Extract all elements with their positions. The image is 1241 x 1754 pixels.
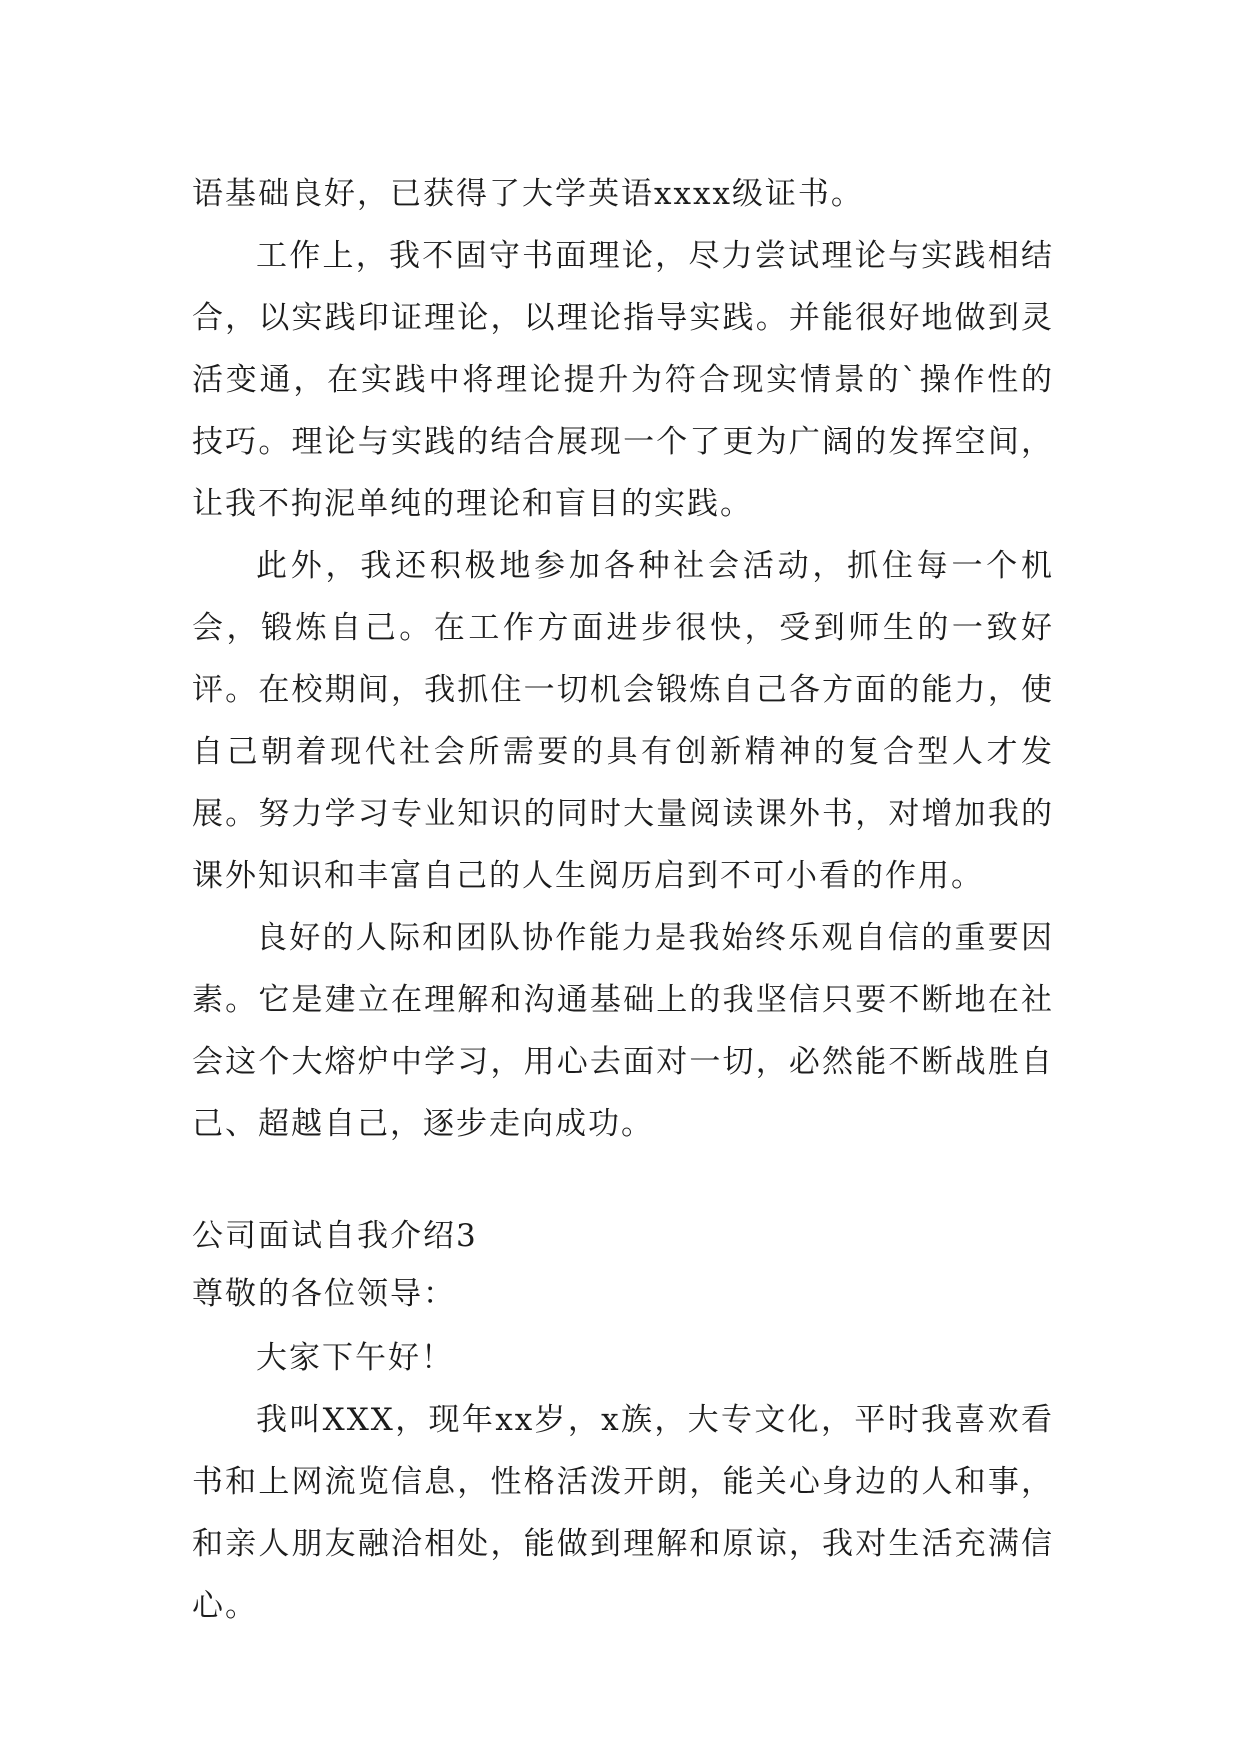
paragraph-theory-practice: 工作上，我不固守书面理论，尽力尝试理论与实践相结合，以实践印证理论，以理论指导实践。并能很好地做到灵活变通，在实践中将理论提升为符合现实情景的`操作性的技巧。理论与实践的结合展现一个了更为广阔的发挥空间，让我不拘泥单纯的理论和盲目的实践。 <box>192 238 1054 522</box>
section-heading: 公司面试自我介绍3 <box>192 1218 478 1254</box>
document-body <box>192 163 1054 1637</box>
paragraph-self-introduction: 我叫XXX，现年xx岁，x族，大专文化，平时我喜欢看书和上网流览信息，性格活泼开朗，能关心身边的人和事，和亲人朋友融洽相处，能做到理解和原谅，我对生活充满信心。 <box>192 1402 1054 1624</box>
salutation-line: 尊敬的各位领导： <box>192 1276 456 1312</box>
paragraph-social-activities: 此外，我还积极地参加各种社会活动，抓住每一个机会，锻炼自己。在工作方面进步很快，受到师生的一致好评。在校期间，我抓住一切机会锻炼自己各方面的能力，使自己朝着现代社会所需要的具有创新精神的复合型人才发展。努力学习专业知识的同时大量阅读课外书，对增加我的课外知识和丰富自己的人生阅历启到不可小看的作用。 <box>192 548 1054 894</box>
paragraph-teamwork: 良好的人际和团队协作能力是我始终乐观自信的重要因素。它是建立在理解和沟通基础上的我坚信只要不断地在社会这个大熔炉中学习，用心去面对一切，必然能不断战胜自己、超越自己，逐步走向成功。 <box>192 920 1054 1142</box>
paragraph-english-certificate: 语基础良好，已获得了大学英语xxxx级证书。 <box>192 176 864 212</box>
greeting-line: 大家下午好！ <box>256 1340 454 1376</box>
